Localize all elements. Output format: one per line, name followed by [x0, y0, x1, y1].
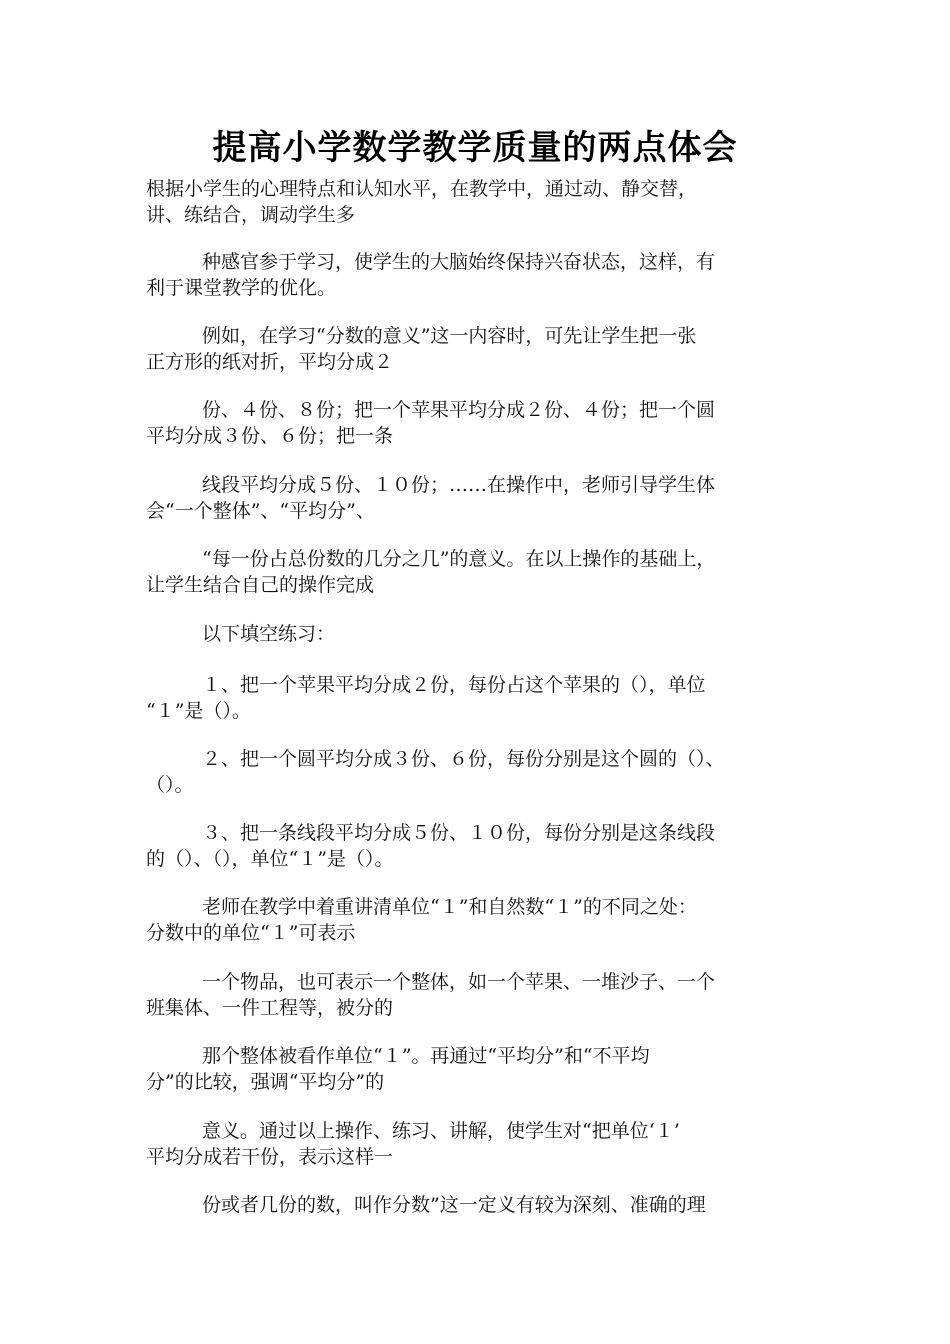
- paragraph-5-line-2: 会“一个整体”、“平均分”、: [146, 500, 375, 522]
- paragraph-13-line-2: 分”的比较，强调“平均分”的: [146, 1071, 385, 1093]
- paragraph-4-line-2: 平均分成３份、６份；把一条: [146, 425, 394, 447]
- paragraph-7: [146, 621, 824, 647]
- paragraph-9-line-1: ２、把一个圆平均分成３份、６份，每份分别是这个圆的（）、: [202, 748, 725, 770]
- paragraph-11-line-2: 分数中的单位“１”可表示: [146, 922, 356, 944]
- paragraph-8-line-1: １、把一个苹果平均分成２份，每份占这个苹果的（），单位: [202, 674, 706, 696]
- paragraph-1: [146, 176, 824, 228]
- paragraph-5-line-1: 线段平均分成５份、１０份；……在操作中，老师引导学生体: [202, 474, 716, 496]
- paragraph-9-line-2: （）。: [146, 774, 194, 796]
- paragraph-6-line-1: “每一份占总份数的几分之几”的意义。在以上操作的基础上，: [202, 548, 716, 570]
- paragraph-3-line-2: 正方形的纸对折，平均分成２: [146, 351, 394, 373]
- paragraph-3: [146, 323, 824, 375]
- paragraph-2-line-2: 利于课堂教学的优化。: [146, 277, 337, 299]
- paragraph-15: [146, 1192, 824, 1218]
- paragraph-14-line-2: 平均分成若干份，表示这样一: [146, 1146, 394, 1168]
- paragraph-4: [146, 397, 824, 449]
- paragraph-10-line-2: 的（）、（），单位“１”是（）。: [146, 848, 394, 870]
- paragraph-12-line-2: 班集体、一件工程等，被分的: [146, 997, 394, 1019]
- paragraph-9: [146, 746, 824, 798]
- document-title: 提高小学数学教学质量的两点体会: [212, 128, 738, 168]
- paragraph-1-line-1: 根据小学生的心理特点和认知水平，在教学中，通过动、静交替，: [146, 178, 698, 200]
- paragraph-7-line-1: 以下填空练习：: [202, 623, 336, 645]
- paragraph-15-line-1: 份或者几份的数，叫作分数”这一定义有较为深刻、准确的理: [202, 1194, 706, 1216]
- paragraph-2-line-1: 种感官参于学习，使学生的大脑始终保持兴奋状态，这样，有: [202, 251, 716, 273]
- paragraph-3-line-1: 例如，在学习“分数的意义”这一内容时，可先让学生把一张: [202, 325, 697, 347]
- paragraph-14: [146, 1118, 824, 1170]
- paragraph-4-line-1: 份、４份、８份；把一个苹果平均分成２份、４份；把一个圆: [202, 399, 716, 421]
- paragraph-10: [146, 820, 824, 872]
- paragraph-13-line-1: 那个整体被看作单位“１”。再通过“平均分”和“不平均: [202, 1045, 650, 1067]
- paragraph-12: [146, 969, 824, 1021]
- paragraph-13: [146, 1043, 824, 1095]
- paragraph-6: [146, 546, 824, 598]
- paragraph-11: [146, 894, 824, 946]
- paragraph-6-line-2: 让学生结合自己的操作完成: [146, 574, 375, 596]
- paragraph-8-line-2: “１”是（）。: [146, 700, 251, 722]
- paragraph-8: [146, 672, 824, 724]
- paragraph-2: [146, 249, 824, 301]
- paragraph-11-line-1: 老师在教学中着重讲清单位“１”和自然数“１”的不同之处：: [202, 896, 697, 918]
- paragraph-14-line-1: 意义。通过以上操作、练习、讲解，使学生对“把单位‘１’: [202, 1120, 680, 1142]
- paragraph-5: [146, 472, 824, 524]
- paragraph-12-line-1: 一个物品，也可表示一个整体，如一个苹果、一堆沙子、一个: [202, 971, 716, 993]
- paragraph-10-line-1: ３、把一条线段平均分成５份、１０份，每份分别是这条线段: [202, 822, 716, 844]
- paragraph-1-line-2: 讲、练结合，调动学生多: [146, 204, 356, 226]
